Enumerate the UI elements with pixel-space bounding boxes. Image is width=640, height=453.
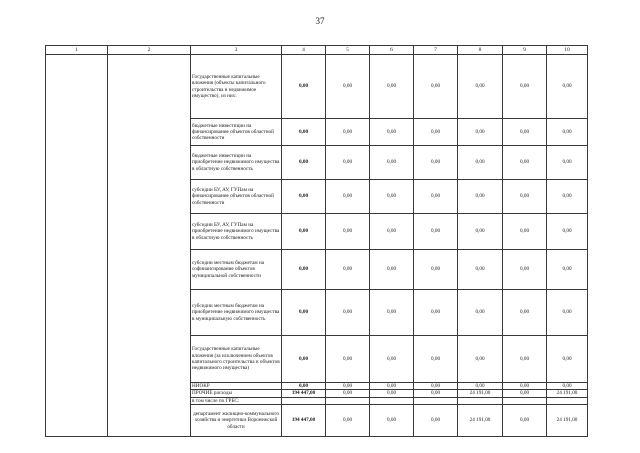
row-description: субсидии БУ, АУ, ГУПам на финансирование объектов областной собственности	[191, 180, 282, 214]
value-cell: 0,00	[370, 404, 414, 436]
value-cell	[503, 397, 547, 404]
value-cell: 0,00	[458, 55, 503, 119]
column-header: 7	[414, 46, 458, 55]
value-cell: 0,00	[370, 55, 414, 119]
value-cell: 0,00	[326, 336, 370, 383]
column-header: 3	[191, 46, 282, 55]
value-cell: 0,00	[414, 336, 458, 383]
value-cell: 0,00	[503, 214, 547, 250]
value-cell: 0,00	[547, 55, 588, 119]
value-cell: 0,00	[326, 146, 370, 180]
value-cell: 0,00	[414, 119, 458, 146]
row-description: субсидии местным бюджетам на приобретение недвижимого имущества в муниципальную собственность	[191, 290, 282, 336]
value-cell: 24 191,00	[547, 404, 588, 436]
row-description: Государственные капитальные вложения (за исключением объектов капитального строительства и объектов недвижимого имущества)	[191, 336, 282, 383]
value-cell: 24 191,00	[547, 390, 588, 397]
row-description: субсидии БУ, АУ, ГУПам на приобретение недвижимого имущества в областную собственность	[191, 214, 282, 250]
value-cell: 0,00	[458, 383, 503, 390]
value-cell: 0,00	[326, 214, 370, 250]
value-cell: 0,00	[458, 119, 503, 146]
value-cell: 0,00	[414, 146, 458, 180]
value-cell: 24 191,00	[458, 390, 503, 397]
column-header: 9	[503, 46, 547, 55]
value-cell: 194 447,00	[282, 404, 326, 436]
value-cell: 0,00	[370, 214, 414, 250]
value-cell: 0,00	[370, 119, 414, 146]
value-cell: 0,00	[503, 55, 547, 119]
value-cell: 0,00	[547, 336, 588, 383]
value-cell: 0,00	[326, 383, 370, 390]
column-header: 6	[370, 46, 414, 55]
value-cell: 0,00	[414, 390, 458, 397]
budget-table	[45, 45, 588, 437]
value-cell: 0,00	[547, 383, 588, 390]
value-cell: 0,00	[503, 404, 547, 436]
row-description: ПРОЧИЕ расходы	[191, 390, 282, 397]
value-cell: 0,00	[414, 180, 458, 214]
row-description: Государственные капитальные вложения (объекты капитального строительства и недвижимое имущество), из них:	[191, 55, 282, 119]
row-description: бюджетные инвестиции на приобретение недвижимого имущества в областную собственность	[191, 146, 282, 180]
column-header: 4	[282, 46, 326, 55]
value-cell: 0,00	[326, 250, 370, 290]
value-cell: 0,00	[326, 180, 370, 214]
column-header: 10	[547, 46, 588, 55]
column-header: 8	[458, 46, 503, 55]
value-cell: 0,00	[503, 290, 547, 336]
value-cell: 0,00	[414, 55, 458, 119]
col1-merged-cell	[46, 55, 108, 437]
value-cell: 24 191,00	[458, 404, 503, 436]
value-cell: 0,00	[282, 180, 326, 214]
value-cell: 0,00	[282, 383, 326, 390]
value-cell: 0,00	[458, 250, 503, 290]
value-cell: 0,00	[326, 119, 370, 146]
value-cell: 0,00	[458, 214, 503, 250]
value-cell: 0,00	[326, 390, 370, 397]
value-cell	[326, 397, 370, 404]
value-cell: 194 447,00	[282, 390, 326, 397]
value-cell: 0,00	[414, 290, 458, 336]
value-cell: 0,00	[547, 290, 588, 336]
value-cell: 0,00	[282, 250, 326, 290]
value-cell: 0,00	[547, 119, 588, 146]
value-cell: 0,00	[414, 404, 458, 436]
value-cell: 0,00	[282, 119, 326, 146]
value-cell	[547, 397, 588, 404]
value-cell: 0,00	[503, 336, 547, 383]
table-row	[46, 55, 588, 119]
value-cell: 0,00	[326, 290, 370, 336]
value-cell: 0,00	[503, 146, 547, 180]
value-cell	[458, 397, 503, 404]
row-description: субсидии местным бюджетам на софинансирование объектов муниципальной собственности	[191, 250, 282, 290]
value-cell: 0,00	[503, 250, 547, 290]
column-header: 2	[108, 46, 191, 55]
value-cell: 0,00	[370, 336, 414, 383]
col2-merged-cell	[108, 55, 191, 437]
table-header-row	[46, 46, 588, 55]
value-cell: 0,00	[370, 383, 414, 390]
value-cell: 0,00	[282, 55, 326, 119]
value-cell: 0,00	[370, 180, 414, 214]
value-cell: 0,00	[370, 390, 414, 397]
value-cell: 0,00	[458, 146, 503, 180]
value-cell: 0,00	[503, 180, 547, 214]
value-cell: 0,00	[503, 119, 547, 146]
value-cell	[370, 397, 414, 404]
value-cell: 0,00	[547, 180, 588, 214]
value-cell: 0,00	[370, 290, 414, 336]
value-cell: 0,00	[282, 214, 326, 250]
value-cell: 0,00	[414, 214, 458, 250]
value-cell: 0,00	[458, 180, 503, 214]
column-header: 1	[46, 46, 108, 55]
value-cell: 0,00	[282, 146, 326, 180]
value-cell: 0,00	[326, 404, 370, 436]
value-cell: 0,00	[503, 390, 547, 397]
value-cell: 0,00	[503, 383, 547, 390]
value-cell: 0,00	[547, 214, 588, 250]
value-cell	[282, 397, 326, 404]
page-number: 37	[315, 16, 325, 26]
value-cell: 0,00	[458, 336, 503, 383]
row-description: НИОКР	[191, 383, 282, 390]
value-cell: 0,00	[547, 146, 588, 180]
column-header: 5	[326, 46, 370, 55]
value-cell: 0,00	[547, 250, 588, 290]
value-cell: 0,00	[414, 383, 458, 390]
row-description: бюджетные инвестиции на финансирование объектов областной собственности	[191, 119, 282, 146]
value-cell	[414, 397, 458, 404]
value-cell: 0,00	[282, 290, 326, 336]
value-cell: 0,00	[370, 146, 414, 180]
row-description: в том числе по ГРБС:	[191, 397, 282, 404]
value-cell: 0,00	[326, 55, 370, 119]
value-cell: 0,00	[458, 290, 503, 336]
value-cell: 0,00	[414, 250, 458, 290]
row-description: департамент жилищно-коммунального хозяйства и энергетики Воронежской области	[191, 404, 282, 436]
value-cell: 0,00	[282, 336, 326, 383]
value-cell: 0,00	[370, 250, 414, 290]
